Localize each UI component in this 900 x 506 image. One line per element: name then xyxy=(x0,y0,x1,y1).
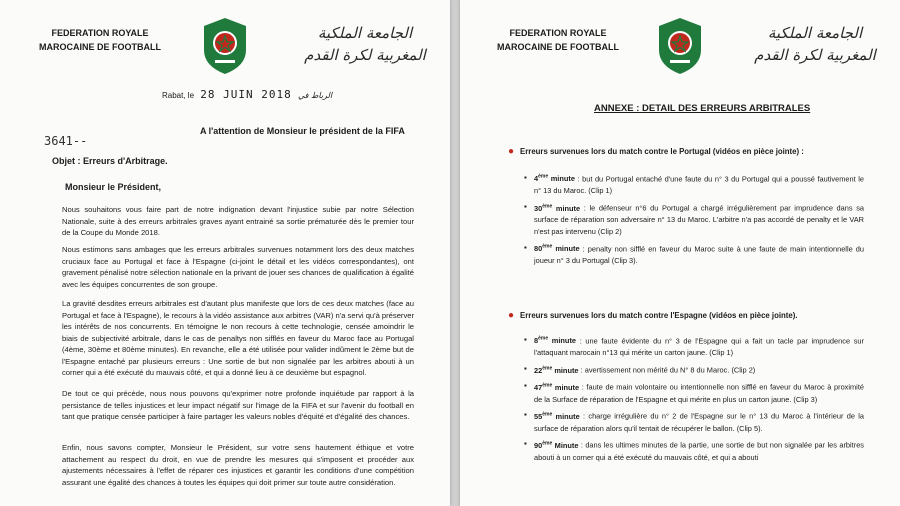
letter-paragraph: Nous estimons sans ambages que les erreurs arbitrales survenues notamment lors des deux matches cruciaux face au Portugal et face à l'Espagne (ci-joint le détail et les vidéos correspondantes), ont gravement pénalisé notre sélection nationale en la privant de jouer ses chances de qualification à égalité avec les équipes concurrentes de son groupe. xyxy=(62,245,414,289)
incident-item xyxy=(524,201,864,238)
incident-minute: 80ème minute xyxy=(534,243,580,254)
incident-minute: 47ème minute xyxy=(534,382,580,392)
date-stamp: 28 JUIN 2018 xyxy=(200,88,292,101)
attention-line: A l'attention de Monsieur le président de la FIFA xyxy=(200,126,405,136)
incident-minute: 90ème Minute xyxy=(534,440,579,450)
incident-text: : penalty non sifflé en faveur du Maroc suite à une faute de main intentionnelle du joueur n° 3 du Portugal (Clip 3). xyxy=(534,244,864,266)
red-bullet-icon: ● xyxy=(508,310,515,321)
letter-paragraph: Enfin, nous savons compter, Monsieur le Président, sur votre sens hautement éthique et votre attachement au respect du droit, en vue de prendre les mesures qui s'imposent et procéder aux ajustements nécessaires à l'effet de réparer ces injustices et garantir les conditions d'une compétition assurant une égalité des chances à toutes les équipes qui doit primer sur toute autre considération. xyxy=(62,443,414,487)
subject-line: Objet : Erreurs d'Arbitrage. xyxy=(52,156,168,166)
incident-minute: 30ème minute xyxy=(534,203,581,213)
incident-minute: 4ème minute xyxy=(534,174,575,184)
fed-arabic-line1: الجامعة الملكية xyxy=(317,24,413,42)
incident-text: : avertissement non mérité du N° 8 du Maroc. (Clip 2) xyxy=(580,365,756,375)
section-heading-spain: ● Erreurs survenues lors du match contre l'Espagne (vidéos en pièce jointe). xyxy=(508,310,798,321)
incident-minute: 22ème minute xyxy=(534,365,579,375)
fed-arabic-line2: المغربية لكرة القدم xyxy=(304,46,426,64)
date-arabic: الرباط في xyxy=(297,91,333,100)
reference-number: 3641-- xyxy=(44,134,88,148)
fed-name-line2: MAROCAINE DE FOOTBALL xyxy=(497,42,619,52)
annexe-page xyxy=(460,0,900,506)
incident-item xyxy=(524,409,864,434)
fed-name-line2: MAROCAINE DE FOOTBALL xyxy=(39,42,161,52)
incident-text: : faute de main volontaire ou intentionnelle non sifflé en faveur du Maroc à proximité de la Surface de réparation de l'Espagne et qui mérite en plus un carton jaune. (Clip 3) xyxy=(534,382,864,404)
incident-item xyxy=(524,334,864,359)
frmf-crest-logo xyxy=(655,16,705,76)
date-line xyxy=(162,88,332,101)
letterhead-latin xyxy=(488,26,628,54)
incident-item xyxy=(524,438,864,463)
incident-item xyxy=(524,242,864,267)
date-prefix: Rabat, le xyxy=(162,91,195,100)
incident-text: : le défenseur n°6 du Portugal a chargé irrégulièrement par imprudence dans sa surface de réparation son adversaire n° 13 du Maroc. L'arbitre n'a pas accordé de penalty et le VAR n'est pas intervenu (Clip 2) xyxy=(534,203,865,237)
fed-name-line1: FEDERATION ROYALE xyxy=(509,28,607,38)
incident-text: : charge irrégulière du n° 2 de l'Espagne sur le n° 13 du Maroc à l'intérieur de la surface de réparation alors qu'il tentait de récupérer le ballon. (Clip 5). xyxy=(534,411,864,433)
letter-paragraph: Nous souhaitons vous faire part de notre indignation devant l'injustice subie par notre Sélection Nationale, suite à des erreurs arbitrales graves ayant entrainé sa sortie prématurée dès le premier tour de la Coupe du Monde 2018. xyxy=(62,205,414,237)
annexe-title: ANNEXE : DETAIL DES ERREURS ARBITRALES xyxy=(594,103,811,114)
salutation: Monsieur le Président, xyxy=(65,182,162,192)
fed-arabic-line2: المغربية لكرة القدم xyxy=(754,46,876,64)
fed-arabic-line1: الجامعة الملكية xyxy=(767,24,863,42)
incident-text: : but du Portugal entaché d'une faute du n° 3 du Portugal qui a poussé fautivement le n° 13 du Maroc. (Clip 1) xyxy=(534,174,864,196)
incident-item xyxy=(524,172,864,197)
incident-text: : dans les ultimes minutes de la partie, une sortie de but non signalée par les arbitres abouti à un corner qui a été exécuté du mauvais côté, et qui a abouti xyxy=(534,440,865,462)
letterhead-arabic xyxy=(750,22,880,66)
incident-minute: 8ème minute xyxy=(534,336,577,346)
incident-list-spain xyxy=(524,334,864,468)
fed-name-line1: FEDERATION ROYALE xyxy=(51,28,149,38)
letterhead-arabic xyxy=(300,22,430,66)
red-bullet-icon: ● xyxy=(508,146,515,157)
letter-paragraph: De tout ce qui précède, nous nous pouvons qu'exprimer notre profonde inquiétude par rapport à la persistance de telles injustices et leur impact négatif sur l'image de la FIFA et sur l'avenir du football en tant que pratique censée participer à faire partager les valeurs nobles d'équité et d'égalité des chances. xyxy=(62,389,414,421)
letterhead-latin xyxy=(30,26,170,54)
incident-text: : une faute évidente du n° 3 de l'Espagne qui a fait un tacle par imprudence sur l'attaquant marocain n°13 qui mérite un carton jaune. (Clip 1) xyxy=(534,336,864,358)
incident-item xyxy=(524,363,864,376)
incident-item xyxy=(524,380,864,405)
letter-paragraph: La gravité desdites erreurs arbitrales est d'autant plus manifeste que lors de ces deux matches (face au Portugal et face à l'Espagne), le recours à la vidéo assistance aux arbitres (VAR) n'a servi qu'à préserver les intérêts de nos concurrents. En témoigne le non recours à cette technologie, censée amoindrir le biais de subjectivité arbitrale, dans le cas de penaltys non sifflés en faveur du Maroc face au Portugal (4ème, 30ème et 80ème minutes). En revanche, elle a été utilisée pour valider indûment le 2ème but de l'Espagne entaché par plusieurs erreurs : Une sortie de but non signalée par les arbitres abouti à un corner qui a été exécuté du mauvais côté, et qui a donné lieu à ce deuxième but espagnol. xyxy=(62,299,415,377)
section-heading-portugal: ● Erreurs survenues lors du match contre le Portugal (vidéos en pièce jointe) : xyxy=(508,146,804,157)
frmf-crest-logo xyxy=(200,16,250,76)
incident-list-portugal xyxy=(524,172,864,271)
incident-minute: 55ème minute xyxy=(534,411,580,421)
